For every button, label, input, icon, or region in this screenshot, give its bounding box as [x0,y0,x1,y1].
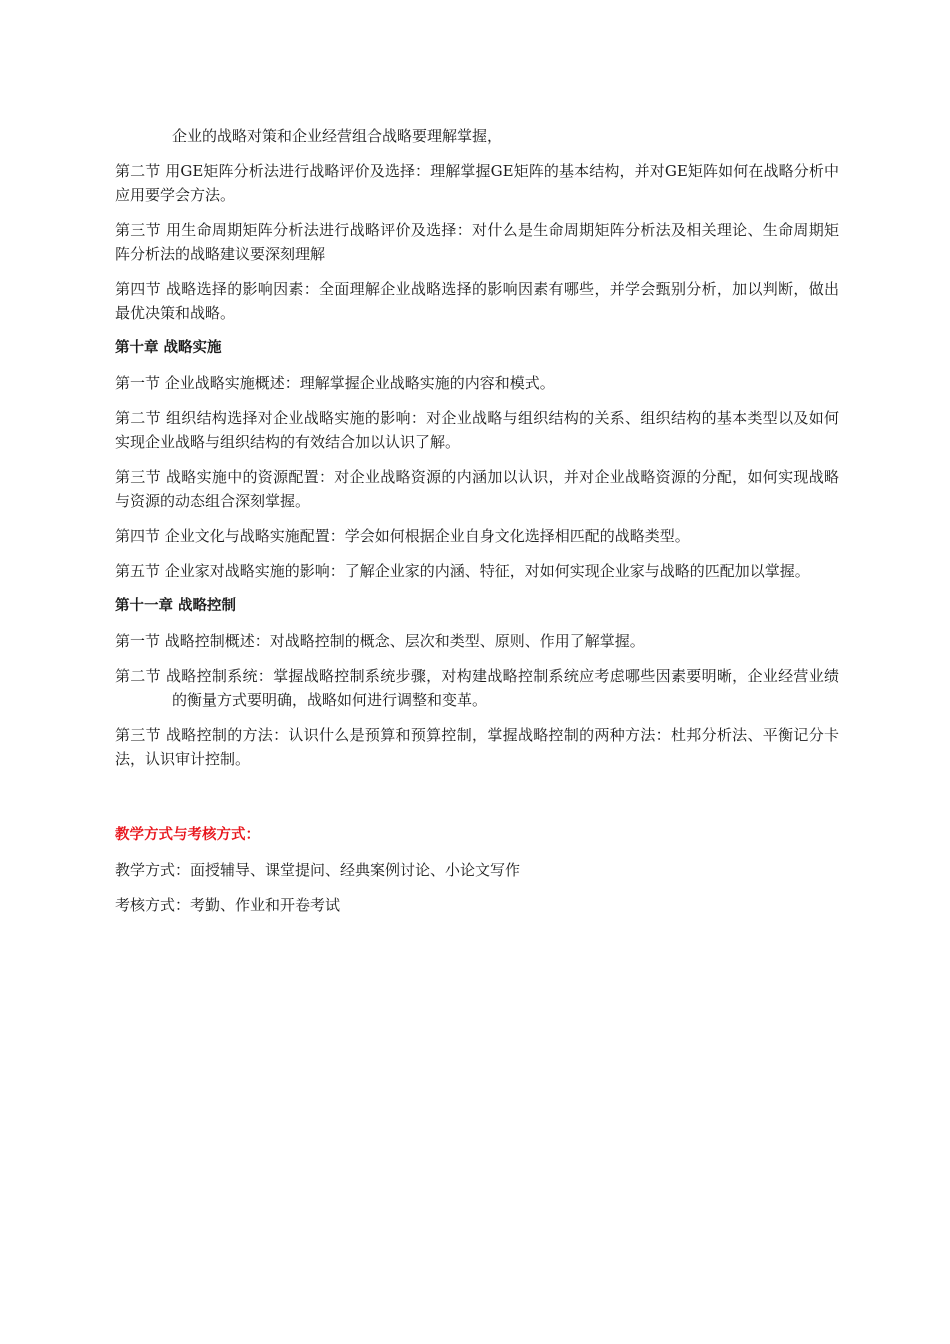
ch10-section-2: 第二节 组织结构选择对企业战略实施的影响：对企业战略与组织结构的关系、组织结构的基本类型以及如何实现企业战略与组织结构的有效结合加以认识了解。 [115,409,839,451]
intro-paragraph: 企业的战略对策和企业经营组合战略要理解掌握， [172,127,503,145]
ch11-section-2: 第二节 战略控制系统：掌握战略控制系统步骤，对构建战略控制系统应考虑哪些因素要明晰，企业经营业绩的衡量方式要明确，战略如何进行调整和变革。 [115,667,839,709]
ch9-section-4: 第四节 战略选择的影响因素：全面理解企业战略选择的影响因素有哪些，并学会甄别分析，加以判断，做出最优决策和战略。 [115,280,839,322]
chapter-11-heading: 第十一章 战略控制 [115,598,237,614]
chapter-10-heading: 第十章 战略实施 [115,340,222,356]
document-page [115,124,839,928]
ch11-section-1: 第一节 战略控制概述：对战略控制的概念、层次和类型、原则、作用了解掌握。 [115,632,645,650]
ch10-section-3: 第三节 战略实施中的资源配置：对企业战略资源的内涵加以认识，并对企业战略资源的分配，如何实现战略与资源的动态组合深刻掌握。 [115,468,839,510]
ch10-section-1: 第一节 企业战略实施概述：理解掌握企业战略实施的内容和模式。 [115,374,555,392]
ch10-section-4: 第四节 企业文化与战略实施配置：学会如何根据企业自身文化选择相匹配的战略类型。 [115,527,690,545]
teaching-assessment-heading: 教学方式与考核方式： [115,827,260,843]
ch9-section-2: 第二节 用GE矩阵分析法进行战略评价及选择：理解掌握GE矩阵的基本结构，并对GE矩阵如何在战略分析中应用要学会方法。 [115,162,839,204]
ch9-section-3: 第三节 用生命周期矩阵分析法进行战略评价及选择：对什么是生命周期矩阵分析法及相关理论、生命周期矩阵分析法的战略建议要深刻理解 [115,221,839,263]
assessment-method-line: 考核方式：考勤、作业和开卷考试 [115,896,341,914]
ch10-section-5: 第五节 企业家对战略实施的影响：了解企业家的内涵、特征，对如何实现企业家与战略的匹配加以掌握。 [115,562,810,580]
teaching-method-line: 教学方式：面授辅导、课堂提问、经典案例讨论、小论文写作 [115,861,521,879]
ch11-section-3: 第三节 战略控制的方法：认识什么是预算和预算控制，掌握战略控制的两种方法：杜邦分析法、平衡记分卡法，认识审计控制。 [115,726,839,768]
